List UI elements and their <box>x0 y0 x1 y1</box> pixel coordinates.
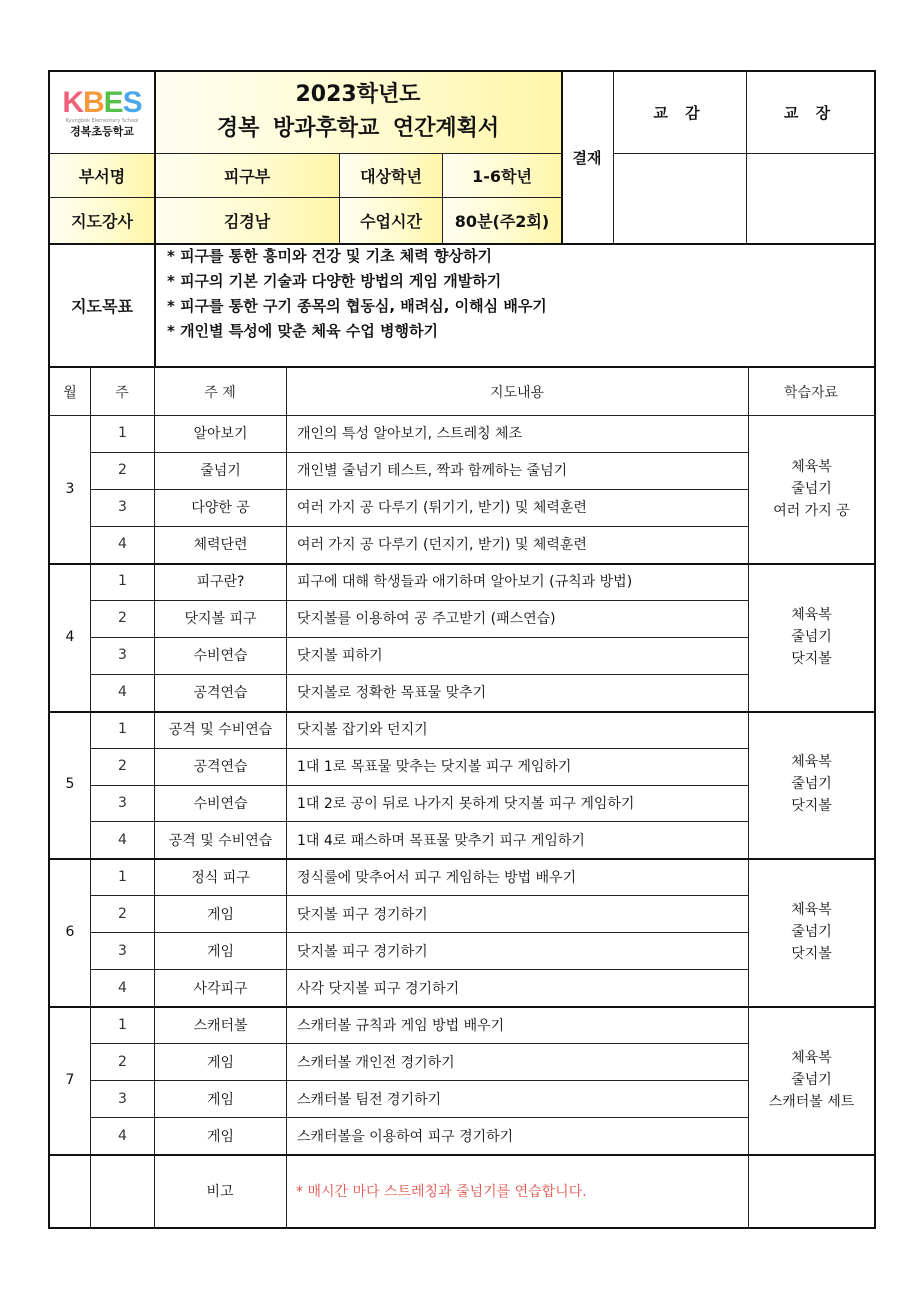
department-value: 피구부 <box>155 154 339 197</box>
class-time-value: 80분(주2회) <box>443 198 561 243</box>
material-item: 줄넘기 <box>791 1072 832 1089</box>
grid-line <box>90 1080 748 1081</box>
goals-list <box>155 244 874 366</box>
topic-cell: 게임 <box>206 906 235 923</box>
content-cell: 스캐터볼 팀전 경기하기 <box>297 1091 442 1108</box>
logo-letter-b: B <box>82 85 104 119</box>
material-item: 줄넘기 <box>791 776 832 793</box>
week-cell: 1 <box>118 573 127 590</box>
grid-line <box>90 366 91 1229</box>
content-cell: 여러 가지 공 다루기 (튀기기, 받기) 및 체력훈련 <box>297 500 587 517</box>
goal-item: * 개인별 특성에 맞춘 체육 수업 병행하기 <box>167 322 439 340</box>
material-item: 줄넘기 <box>791 628 832 645</box>
week-cell: 3 <box>118 1090 127 1107</box>
grid-line <box>746 70 747 243</box>
content-cell: 닷지볼 피구 경기하기 <box>297 906 428 923</box>
material-item: 줄넘기 <box>791 924 832 941</box>
content-cell: 1대 1로 목표물 맞추는 닷지볼 피구 게임하기 <box>297 759 572 776</box>
material-item: 닷지볼 <box>791 650 832 667</box>
material-item: 체육복 <box>791 902 832 919</box>
material-item: 체육복 <box>791 606 832 623</box>
week-cell: 3 <box>118 499 127 516</box>
material-item: 닷지볼 <box>791 798 832 815</box>
grid-line <box>90 785 748 786</box>
week-cell: 4 <box>118 979 127 996</box>
topic-cell: 체력단련 <box>193 537 248 554</box>
topic-cell: 수비연습 <box>193 795 248 812</box>
grid-line <box>48 366 876 368</box>
column-header-content: 지도내용 <box>489 384 545 401</box>
topic-cell: 공격 및 수비연습 <box>168 722 273 739</box>
title-year: 2023학년도 <box>295 81 421 107</box>
material-item: 체육복 <box>791 754 832 771</box>
school-logo <box>50 72 154 153</box>
week-cell: 3 <box>118 647 127 664</box>
material-item: 체육복 <box>791 458 832 475</box>
topic-cell: 게임 <box>206 1128 235 1145</box>
grid-line <box>48 153 561 154</box>
document-title <box>155 72 561 153</box>
content-cell: 스캐터볼을 이용하여 피구 경기하기 <box>297 1128 514 1145</box>
grid-line <box>48 1154 876 1156</box>
grid-line <box>48 711 876 713</box>
content-cell: 1대 4로 패스하며 목표물 맞추기 피구 게임하기 <box>297 832 585 849</box>
topic-cell: 게임 <box>206 1054 235 1071</box>
grid-line <box>442 153 443 243</box>
grid-line <box>90 969 748 970</box>
materials-cell <box>749 563 874 711</box>
target-grade-label: 대상학년 <box>340 154 442 197</box>
grid-line <box>154 366 155 1229</box>
grid-line <box>90 1043 748 1044</box>
topic-cell: 다양한 공 <box>191 500 250 517</box>
remarks-text: * 매시간 마다 스트레칭과 줄넘기를 연습합니다. <box>296 1184 587 1200</box>
grid-line <box>286 366 287 1229</box>
grid-line <box>90 895 748 896</box>
instructor-value: 김경남 <box>155 198 339 243</box>
material-item: 여러 가지 공 <box>773 502 850 519</box>
content-cell: 닷지볼 잡기와 던지기 <box>297 722 428 739</box>
materials-cell <box>749 415 874 563</box>
week-cell: 2 <box>118 1053 127 1070</box>
content-cell: 개인의 특성 알아보기, 스트레칭 체조 <box>297 426 523 443</box>
grid-line <box>48 197 561 198</box>
logo-subtitle: Kyungbok Elementary School <box>65 117 139 124</box>
logo-letter-e: E <box>103 85 123 119</box>
week-cell: 4 <box>118 1127 127 1144</box>
vice-principal-signature-box[interactable] <box>614 154 745 242</box>
topic-cell: 줄넘기 <box>200 463 241 480</box>
week-cell: 2 <box>118 610 127 627</box>
month-cell: 6 <box>65 924 75 941</box>
content-cell: 닷지볼로 정확한 목표물 맞추기 <box>297 685 487 702</box>
grid-line <box>90 526 748 527</box>
content-cell: 스캐터볼 개인전 경기하기 <box>297 1054 455 1071</box>
week-cell: 2 <box>118 758 127 775</box>
grid-line <box>48 243 876 245</box>
week-cell: 1 <box>118 425 127 442</box>
topic-cell: 게임 <box>206 1091 235 1108</box>
grid-line <box>561 70 563 243</box>
topic-cell: 공격연습 <box>193 759 248 776</box>
grid-line <box>90 600 748 601</box>
principal-header: 교 장 <box>783 104 837 122</box>
topic-cell: 피구란? <box>196 574 245 591</box>
material-item: 스캐터볼 세트 <box>768 1094 855 1111</box>
month-cell: 4 <box>65 628 75 645</box>
department-label: 부서명 <box>50 154 154 197</box>
week-cell: 4 <box>118 684 127 701</box>
target-grade-value: 1-6학년 <box>443 154 561 197</box>
logo-korean-name: 경복초등학교 <box>70 124 134 138</box>
content-cell: 1대 2로 공이 뒤로 나가지 못하게 닷지볼 피구 게임하기 <box>297 795 635 812</box>
content-cell: 스캐터볼 규칙과 게임 방법 배우기 <box>297 1017 505 1034</box>
content-cell: 닷지볼 피하기 <box>297 648 383 665</box>
week-cell: 4 <box>118 536 127 553</box>
approval-label: 결재 <box>572 149 602 167</box>
week-cell: 1 <box>118 1016 127 1033</box>
topic-cell: 수비연습 <box>193 648 248 665</box>
logo-letters <box>62 85 142 119</box>
material-item: 닷지볼 <box>791 946 832 963</box>
column-header-month: 월 <box>63 384 77 401</box>
week-cell: 1 <box>118 868 127 885</box>
grid-line <box>613 70 614 243</box>
topic-cell: 공격 및 수비연습 <box>168 832 273 849</box>
principal-signature-box[interactable] <box>747 154 874 242</box>
logo-letter-s: S <box>122 85 142 119</box>
column-header-topic: 주 제 <box>204 384 236 401</box>
grid-line <box>90 821 748 822</box>
content-cell: 사각 닷지볼 피구 경기하기 <box>297 980 460 997</box>
month-cell: 5 <box>65 776 75 793</box>
month-cell: 7 <box>65 1072 75 1089</box>
grid-line <box>613 153 876 154</box>
column-header-week: 주 <box>115 384 129 401</box>
grid-line <box>90 748 748 749</box>
grid-line <box>748 366 749 1229</box>
topic-cell: 정식 피구 <box>191 869 250 886</box>
week-cell: 2 <box>118 905 127 922</box>
goals-label: 지도목표 <box>71 296 133 316</box>
topic-cell: 게임 <box>206 943 235 960</box>
topic-cell: 닷지볼 피구 <box>184 611 257 628</box>
week-cell: 3 <box>118 942 127 959</box>
goal-item: * 피구를 통한 구기 종목의 협동심, 배려심, 이해심 배우기 <box>167 297 547 315</box>
content-cell: 닷지볼를 이용하여 공 주고받기 (패스연습) <box>297 611 556 628</box>
grid-line <box>90 932 748 933</box>
class-time-label: 수업시간 <box>340 198 442 243</box>
content-cell: 정식룰에 맞추어서 피구 게임하는 방법 배우기 <box>297 869 577 886</box>
grid-line <box>48 415 876 416</box>
material-item: 줄넘기 <box>791 480 832 497</box>
grid-line <box>154 70 156 366</box>
vice-principal-header: 교 감 <box>653 104 706 122</box>
content-cell: 여러 가지 공 다루기 (던지기, 받기) 및 체력훈련 <box>297 537 587 554</box>
grid-line <box>90 637 748 638</box>
grid-line <box>48 858 876 860</box>
materials-cell <box>749 858 874 1006</box>
goal-item: * 피구를 통한 흥미와 건강 및 기초 체력 향상하기 <box>167 247 492 265</box>
grid-line <box>48 1006 876 1008</box>
grid-line <box>90 452 748 453</box>
materials-cell <box>749 711 874 859</box>
instructor-label: 지도강사 <box>50 198 154 243</box>
goal-item: * 피구의 기본 기술과 다양한 방법의 게임 개발하기 <box>167 272 502 290</box>
week-cell: 2 <box>118 462 127 479</box>
material-item: 체육복 <box>791 1050 832 1067</box>
month-cell: 3 <box>65 480 75 497</box>
remarks-label: 비고 <box>206 1184 234 1200</box>
grid-line <box>339 153 340 243</box>
materials-cell <box>749 1006 874 1154</box>
grid-line <box>48 563 876 565</box>
week-cell: 1 <box>118 721 127 738</box>
grid-line <box>90 674 748 675</box>
content-cell: 피구에 대해 학생들과 애기하며 알아보기 (규칙과 방법) <box>297 574 633 591</box>
week-cell: 3 <box>118 794 127 811</box>
topic-cell: 사각피구 <box>193 980 248 997</box>
logo-letter-k: K <box>62 85 83 119</box>
grid-line <box>90 489 748 490</box>
title-main: 경복 방과후학교 연간계획서 <box>216 115 500 141</box>
topic-cell: 공격연습 <box>193 685 248 702</box>
topic-cell: 스캐터볼 <box>193 1017 248 1034</box>
grid-line <box>90 1117 748 1118</box>
column-header-materials: 학습자료 <box>783 384 839 401</box>
topic-cell: 알아보기 <box>193 426 248 443</box>
content-cell: 개인별 줄넘기 테스트, 짝과 함께하는 줄넘기 <box>297 463 568 480</box>
week-cell: 4 <box>118 831 127 848</box>
content-cell: 닷지볼 피구 경기하기 <box>297 943 428 960</box>
